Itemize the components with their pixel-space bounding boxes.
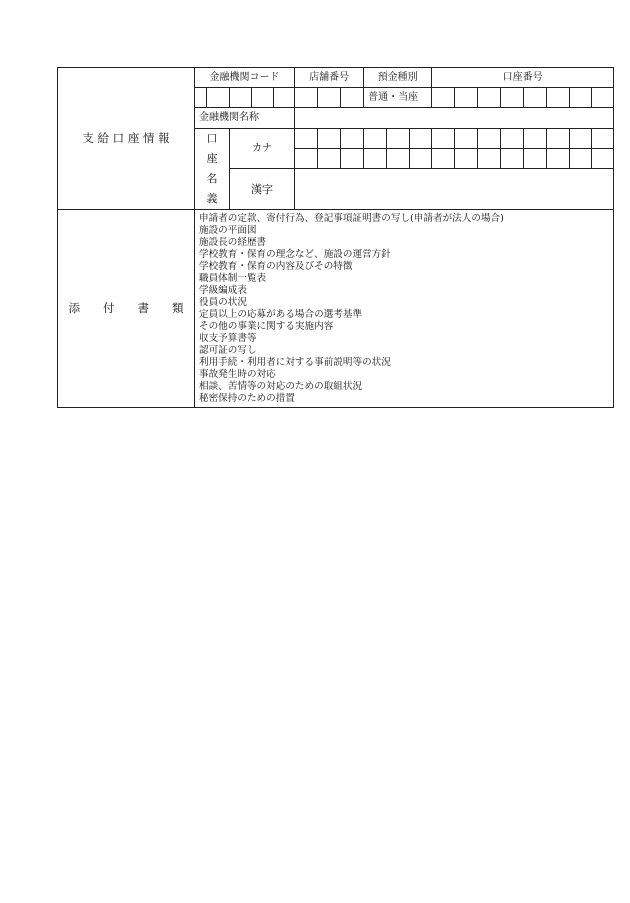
account-no-cell[interactable]: [592, 88, 614, 108]
kana-cell[interactable]: [318, 149, 341, 169]
bank-code-cell[interactable]: [207, 88, 230, 108]
kana-cell[interactable]: [592, 129, 614, 149]
kana-cell[interactable]: [387, 129, 410, 149]
attachment-item: 学級編成表: [199, 285, 247, 296]
kana-cell[interactable]: [501, 129, 524, 149]
application-form-table: [57, 67, 614, 408]
kanji-name-field[interactable]: [295, 169, 614, 210]
branch-no-cell[interactable]: [341, 88, 364, 108]
kana-cell[interactable]: [455, 149, 478, 169]
kana-cell[interactable]: [455, 129, 478, 149]
kana-cell[interactable]: [387, 149, 410, 169]
account-no-cell[interactable]: [478, 88, 501, 108]
attachment-item: 秘密保持のための措置: [199, 393, 295, 404]
holder-name-vertical-label: [195, 129, 230, 210]
kana-cell[interactable]: [364, 129, 387, 149]
attachments-section-label: 添 付 書 類: [58, 210, 195, 408]
attachment-item: 施設の平面図: [199, 225, 257, 236]
account-no-cell[interactable]: [547, 88, 570, 108]
bank-code-cell[interactable]: [274, 88, 295, 108]
account-no-cell[interactable]: [501, 88, 524, 108]
attachment-item: 学校教育・保育の内容及びその特徴: [199, 261, 353, 272]
kana-cell[interactable]: [547, 129, 570, 149]
kana-label: カナ: [230, 129, 295, 169]
bank-code-cell[interactable]: [195, 88, 207, 108]
bank-name-label: 金融機関名称: [195, 108, 295, 129]
kana-cell[interactable]: [592, 149, 614, 169]
kana-cell[interactable]: [318, 129, 341, 149]
account-no-cell[interactable]: [432, 88, 455, 108]
deposit-type-value[interactable]: 普通・当座: [364, 88, 432, 108]
attachment-item: その他の事業に関する実施内容: [199, 321, 334, 332]
kana-cell[interactable]: [410, 149, 432, 169]
branch-no-header: 店舗番号: [295, 68, 364, 88]
attachment-item: 役員の状況: [199, 297, 247, 308]
attachment-item: 申請者の定款、寄付行為、登記事項証明書の写し(申請者が法人の場合): [199, 213, 504, 224]
kana-cell[interactable]: [432, 149, 455, 169]
branch-no-cell[interactable]: [318, 88, 341, 108]
account-no-cell[interactable]: [455, 88, 478, 108]
holder-char: 口: [206, 132, 218, 145]
bank-name-field[interactable]: [295, 108, 614, 129]
kana-cell[interactable]: [547, 149, 570, 169]
attachment-item: 相談、苦情等の対応のための取組状況: [199, 381, 363, 392]
kana-cell[interactable]: [341, 149, 364, 169]
attachment-item: 収支予算書等: [199, 333, 257, 344]
account-no-cell[interactable]: [524, 88, 547, 108]
kana-cell[interactable]: [524, 149, 547, 169]
bank-code-header: 金融機関コード: [195, 68, 295, 88]
kana-cell[interactable]: [364, 149, 387, 169]
attachments-section: [58, 210, 614, 408]
holder-char: 義: [206, 192, 218, 205]
attachment-item: 学校教育・保育の理念など、施設の運営方針: [199, 249, 391, 260]
account-no-cell[interactable]: [570, 88, 592, 108]
kana-cell[interactable]: [570, 149, 592, 169]
kana-cell[interactable]: [524, 129, 547, 149]
holder-char: 名: [206, 172, 218, 185]
deposit-type-header: 預金種別: [364, 68, 432, 88]
attachment-item: 施設長の経歴書: [199, 237, 267, 248]
kanji-label: 漢字: [230, 169, 295, 210]
kana-cell[interactable]: [295, 129, 318, 149]
bank-code-cell[interactable]: [252, 88, 274, 108]
bank-code-cell[interactable]: [230, 88, 252, 108]
holder-char: 座: [206, 152, 218, 165]
kana-cell[interactable]: [478, 149, 501, 169]
kana-cell[interactable]: [478, 129, 501, 149]
attachment-item: 認可証の写し: [199, 345, 257, 356]
attachment-item: 定員以上の応募がある場合の選考基準: [199, 309, 363, 320]
attachment-item: 利用手続・利用者に対する事前説明等の状況: [199, 357, 391, 368]
attachments-list: [195, 210, 614, 408]
account-section-label: 支 給 口 座 情 報: [58, 68, 195, 210]
attachment-item: 職員体制一覧表: [199, 273, 267, 284]
attachment-item: 事故発生時の対応: [199, 369, 276, 380]
kana-cell[interactable]: [410, 129, 432, 149]
kana-cell[interactable]: [432, 129, 455, 149]
branch-no-cell[interactable]: [295, 88, 318, 108]
account-no-header: 口座番号: [432, 68, 614, 88]
account-section: [58, 68, 614, 210]
kana-cell[interactable]: [295, 149, 318, 169]
kana-cell[interactable]: [341, 129, 364, 149]
kana-cell[interactable]: [570, 129, 592, 149]
kana-cell[interactable]: [501, 149, 524, 169]
